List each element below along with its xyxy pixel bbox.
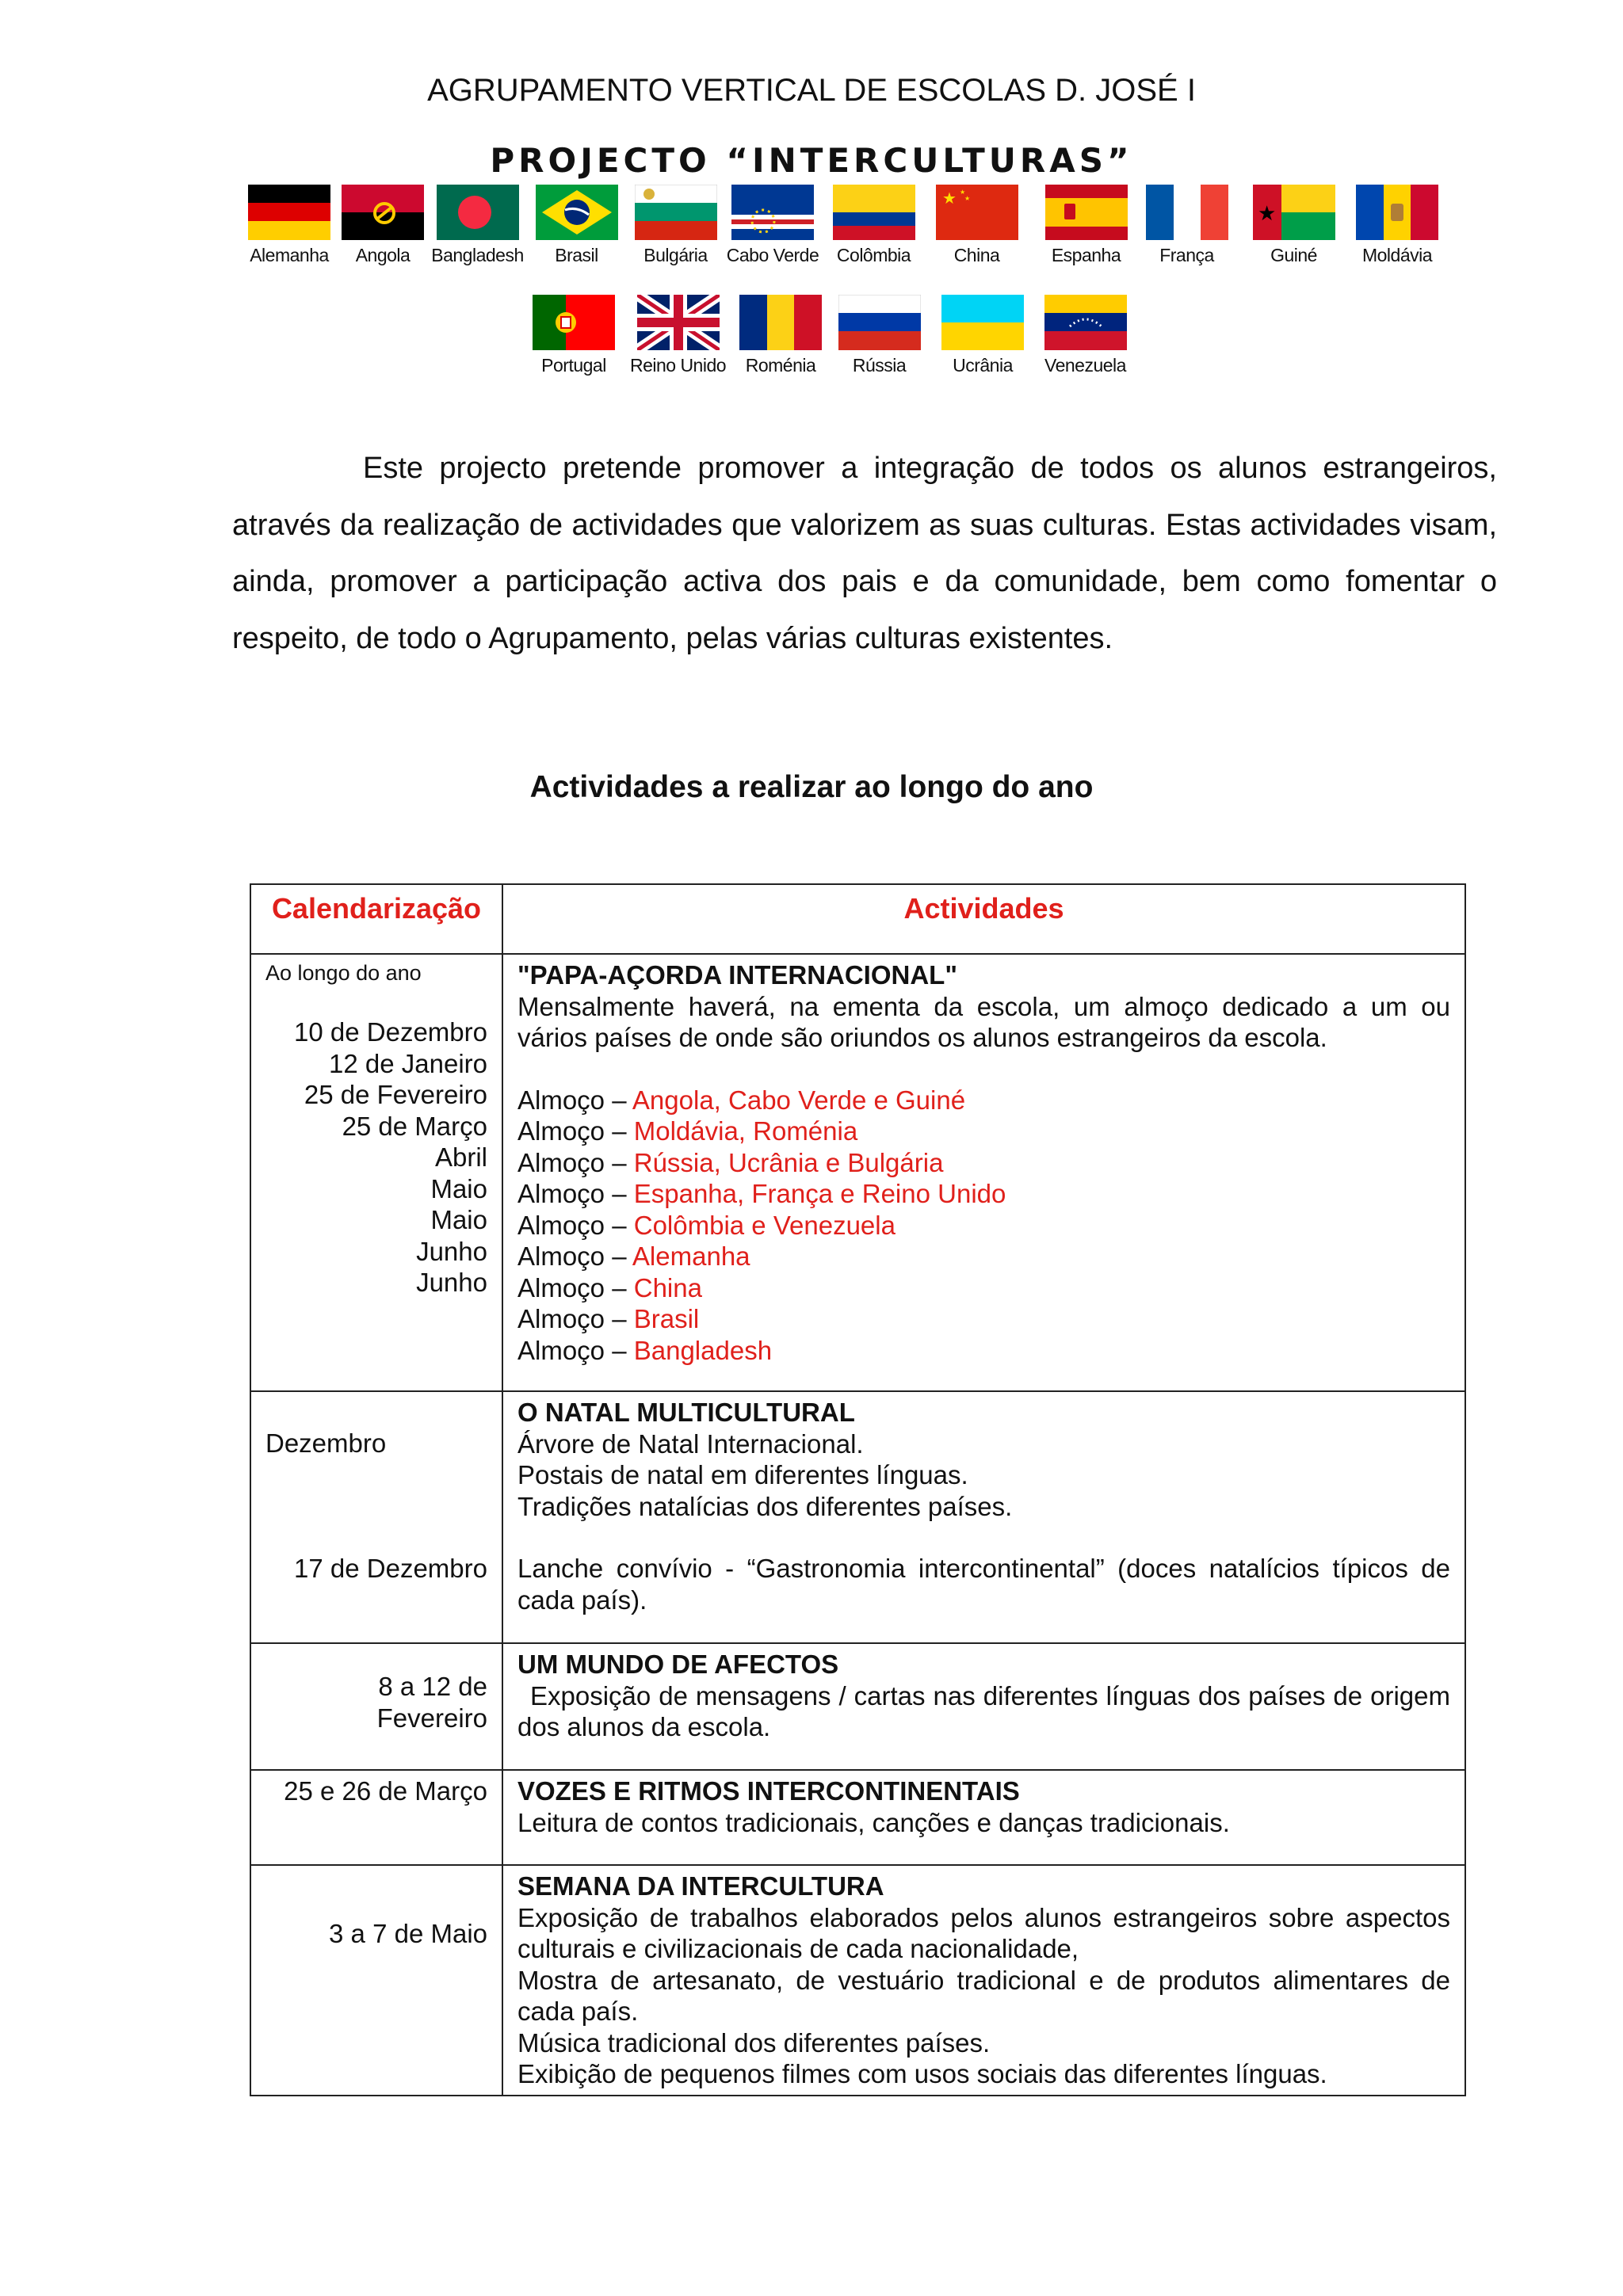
flag-item xyxy=(526,295,621,376)
table-row xyxy=(250,1865,1465,2096)
flag-russia-icon xyxy=(838,295,921,350)
svg-text:★: ★ xyxy=(959,189,965,196)
activity-cell xyxy=(502,1770,1465,1865)
flag-france-icon xyxy=(1146,185,1228,240)
flag-romania-icon xyxy=(739,295,822,350)
activity-line: Exibição de pequenos filmes com usos sociais das diferentes línguas. xyxy=(517,2059,1327,2088)
table-row xyxy=(250,1643,1465,1770)
flag-spain-icon xyxy=(1045,185,1128,240)
activity-line: Lanche convívio - “Gastronomia intercontinental” (doces natalícios típicos de cada país). xyxy=(517,1554,1450,1615)
flag-label: França xyxy=(1159,245,1214,265)
flag-item xyxy=(1141,185,1232,266)
calendar-when: 17 de Dezembro xyxy=(294,1553,487,1583)
flag-item xyxy=(242,185,337,266)
flag-label: Bangladesh xyxy=(431,245,524,265)
flag-label: Reino Unido xyxy=(629,355,727,376)
calendar-cell xyxy=(250,1391,502,1643)
flag-item xyxy=(834,295,925,376)
flag-item xyxy=(424,185,531,266)
flag-item xyxy=(1248,185,1339,266)
project-title: PROJECTO “INTERCULTURAS” xyxy=(490,141,1133,180)
activity-title: "PAPA-AÇORDA INTERNACIONAL" xyxy=(517,960,957,990)
flag-brazil-icon xyxy=(536,185,618,240)
flag-item xyxy=(531,185,622,266)
table-header-row xyxy=(250,884,1465,954)
lunch-date: Junho xyxy=(416,1268,487,1297)
flag-label: Moldávia xyxy=(1361,245,1433,265)
activity-description: Leitura de contos tradicionais, canções e danças tradicionais. xyxy=(517,1807,1230,1837)
lunch-date: Maio xyxy=(430,1205,487,1234)
lunch-item: Almoço – Bangladesh xyxy=(517,1335,773,1365)
activity-title: O NATAL MULTICULTURAL xyxy=(517,1398,855,1427)
column-header-calendar: Calendarização xyxy=(250,884,502,954)
table-row xyxy=(250,1770,1465,1865)
calendar-when: 3 a 7 de Maio xyxy=(329,1919,487,1948)
lunch-date: 25 de Fevereiro xyxy=(304,1080,487,1109)
lunch-date: 12 de Janeiro xyxy=(329,1048,487,1078)
activities-table xyxy=(250,883,1466,2096)
flag-label: Ucrânia xyxy=(953,355,1013,376)
flag-bulgaria-icon xyxy=(635,185,717,240)
svg-text:★: ★ xyxy=(964,195,970,202)
activity-line: Postais de natal em diferentes línguas. xyxy=(517,1460,968,1489)
table-row xyxy=(250,1391,1465,1643)
flag-label: Guiné xyxy=(1270,245,1317,265)
flag-item xyxy=(1036,295,1135,376)
flag-bangladesh-icon xyxy=(437,185,519,240)
flag-label: Angola xyxy=(355,245,411,265)
flag-item xyxy=(931,185,1022,266)
lunch-list xyxy=(517,1085,1450,1367)
table-row xyxy=(250,954,1465,1391)
lunch-item: Almoço – Alemanha xyxy=(517,1241,750,1271)
flag-ukraine-icon xyxy=(941,295,1024,350)
flag-label: Portugal xyxy=(541,355,606,376)
activity-title: VOZES E RITMOS INTERCONTINENTAIS xyxy=(517,1776,1020,1806)
intro-text: Este projecto pretende promover a integração de todos os alunos estrangeiros, através da realização de actividades que valorizem as suas culturas. Estas actividades visam, ainda, promover a participação activa dos pais e da comunidade, bem como fomentar o respeito, de todo o Agrupamento, pelas várias culturas existentes. xyxy=(232,452,1497,655)
flag-item xyxy=(1350,185,1445,266)
flag-label: Espanha xyxy=(1051,245,1121,265)
activity-title: SEMANA DA INTERCULTURA xyxy=(517,1871,884,1901)
school-header: AGRUPAMENTO VERTICAL DE ESCOLAS D. JOSÉ I xyxy=(427,73,1196,108)
activity-line: Tradições natalícias dos diferentes países. xyxy=(517,1491,1013,1521)
column-header-activities: Actividades xyxy=(502,884,1465,954)
flag-label: Alemanha xyxy=(250,245,329,265)
lunch-item: Almoço – Moldávia, Roménia xyxy=(517,1116,858,1146)
flag-item xyxy=(630,185,721,266)
lunch-date: Junho xyxy=(416,1236,487,1266)
flag-item xyxy=(624,295,731,376)
calendar-cell xyxy=(250,954,502,1391)
activity-cell xyxy=(502,1643,1465,1770)
flag-uk-icon xyxy=(637,295,720,350)
flag-item xyxy=(828,185,919,266)
activity-description: Exposição de mensagens / cartas nas diferentes línguas dos países de origem dos alunos da escola. xyxy=(517,1680,1450,1741)
lunch-item: Almoço – Espanha, França e Reino Unido xyxy=(517,1179,1006,1208)
flag-label: Brasil xyxy=(555,245,598,265)
activity-description: Mensalmente haverá, na ementa da escola, um almoço dedicado a um ou vários países de onde são oriundos os alunos estrangeiros da escola. xyxy=(517,991,1450,1052)
lunch-item: Almoço – China xyxy=(517,1272,702,1302)
flag-item xyxy=(1037,185,1136,266)
activity-cell xyxy=(502,954,1465,1391)
lunch-date: Abril xyxy=(434,1142,487,1172)
lunch-date: Maio xyxy=(430,1173,487,1203)
flag-germany-icon xyxy=(248,185,330,240)
lunch-item: Almoço – Colômbia e Venezuela xyxy=(517,1210,896,1240)
flag-item xyxy=(721,185,824,266)
activity-cell xyxy=(502,1865,1465,2096)
flag-item xyxy=(733,295,828,376)
calendar-when: 25 e 26 de Março xyxy=(284,1776,487,1806)
flag-label: China xyxy=(953,245,1000,265)
flag-label: Rússia xyxy=(852,355,907,376)
flag-portugal-icon xyxy=(533,295,615,350)
activity-line: Mostra de artesanato, de vestuário tradicional e de produtos alimentares de cada país. xyxy=(517,1965,1450,2026)
svg-text:★: ★ xyxy=(1257,202,1276,226)
activity-line: Exposição de trabalhos elaborados pelos alunos estrangeiros sobre aspectos culturais e civilizacionais de cada nacionalidade, xyxy=(517,1902,1450,1963)
flag-item xyxy=(339,185,426,266)
activity-title: UM MUNDO DE AFECTOS xyxy=(517,1650,839,1679)
calendar-cell xyxy=(250,1643,502,1770)
calendar-cell xyxy=(250,1770,502,1865)
flag-cape-verde-icon xyxy=(731,185,814,240)
flag-label: Colômbia xyxy=(836,245,911,265)
flag-venezuela-icon xyxy=(1044,295,1127,350)
lunch-dates xyxy=(265,1016,487,1299)
flag-label: Cabo Verde xyxy=(726,245,819,265)
flag-label: Venezuela xyxy=(1044,355,1126,376)
flag-guinea-bissau-icon xyxy=(1253,185,1335,240)
activity-line: Árvore de Natal Internacional. xyxy=(517,1428,864,1459)
lunch-item: Almoço – Angola, Cabo Verde e Guiné xyxy=(517,1085,966,1115)
intro-paragraph xyxy=(232,441,1497,667)
lunch-date: 10 de Dezembro xyxy=(294,1017,487,1047)
flag-item xyxy=(935,295,1030,376)
flag-label: Bulgária xyxy=(643,245,708,265)
activity-cell xyxy=(502,1391,1465,1643)
svg-text:★: ★ xyxy=(941,189,957,208)
lunch-item: Almoço – Rússia, Ucrânia e Bulgária xyxy=(517,1147,944,1177)
calendar-cell xyxy=(250,1865,502,2096)
activity-line: Música tradicional dos diferentes países. xyxy=(517,2027,991,2058)
calendar-when: Dezembro xyxy=(265,1428,387,1458)
flag-china-icon xyxy=(936,185,1018,240)
flag-label: Roménia xyxy=(745,355,816,376)
lunch-date: 25 de Março xyxy=(342,1111,487,1141)
calendar-when: Ao longo do ano xyxy=(265,961,422,985)
flag-colombia-icon xyxy=(833,185,915,240)
activities-subtitle: Actividades a realizar ao longo do ano xyxy=(529,770,1094,804)
flag-moldova-icon xyxy=(1356,185,1438,240)
lunch-item: Almoço – Brasil xyxy=(517,1304,700,1333)
flag-angola-icon xyxy=(342,185,424,240)
calendar-when: 8 a 12 de Fevereiro xyxy=(376,1672,487,1733)
